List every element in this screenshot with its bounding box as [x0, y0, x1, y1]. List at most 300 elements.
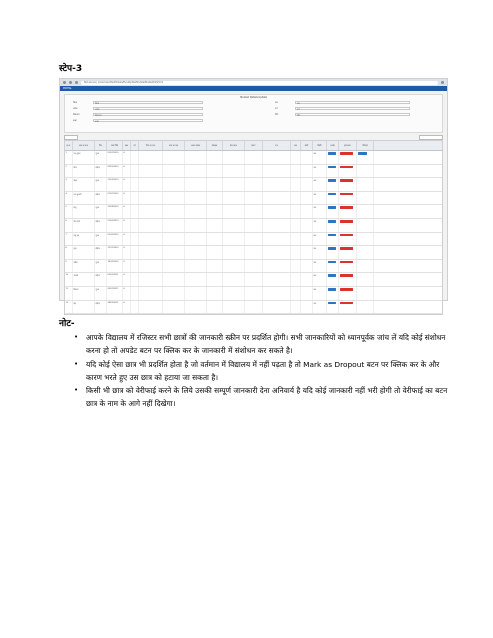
table-cell	[139, 151, 163, 164]
mark-as-dropout-button[interactable]	[340, 302, 353, 305]
cell-name: अंजली	[73, 273, 95, 286]
address-bar[interactable]: Not secure | xxxxxxxxx/DeoModule/Faculty/DeoModule/StudentInfoForm	[81, 81, 438, 85]
table-cell	[291, 287, 301, 300]
cell-name: मोहन	[73, 178, 95, 191]
table-cell	[131, 151, 139, 164]
table-cell	[291, 151, 301, 164]
cell-update	[327, 151, 339, 164]
table-row	[65, 260, 442, 274]
table-cell	[185, 151, 207, 164]
table-row	[65, 246, 442, 260]
form-row	[275, 101, 435, 105]
cell-status: नया	[313, 151, 327, 164]
table-row	[65, 165, 442, 179]
cell-class: 6	[123, 205, 131, 218]
cell-verify	[357, 246, 374, 259]
column-header[interactable]: जाति	[301, 141, 313, 150]
cell-name: गीता देवी	[73, 219, 95, 232]
bullet-icon: •	[74, 333, 79, 341]
table-cell	[223, 151, 245, 164]
cell-gender: पुरुष	[95, 205, 107, 218]
table-cell	[163, 178, 185, 191]
table-cell	[131, 301, 139, 314]
table-search-input[interactable]	[419, 135, 443, 140]
cell-name: राम कुमार	[73, 151, 95, 164]
column-header[interactable]: आय	[291, 141, 301, 150]
table-cell	[263, 246, 291, 259]
cell-name: अमित	[73, 260, 95, 273]
update-button[interactable]	[328, 302, 336, 305]
cell-verify	[357, 151, 374, 164]
table-cell	[301, 192, 313, 205]
cell-class: 6	[123, 273, 131, 286]
table-cell	[163, 301, 185, 314]
table-cell	[131, 246, 139, 259]
table-cell	[223, 192, 245, 205]
table-row	[65, 219, 442, 233]
table-cell	[223, 233, 245, 246]
cell-sn: 9	[65, 260, 73, 273]
update-button[interactable]	[328, 274, 336, 277]
table-cell	[291, 192, 301, 205]
cell-dropout	[339, 246, 357, 259]
table-cell	[185, 246, 207, 259]
cell-dropout	[339, 260, 357, 273]
table-cell	[245, 219, 263, 232]
table-cell	[131, 287, 139, 300]
table-cell	[245, 301, 263, 314]
table-row	[65, 192, 442, 206]
cell-class: 6	[123, 151, 131, 164]
note-text: किसी भी छात्र को वेरीफाई करने के लिये उसकी सम्पूर्ण जानकारी देना अनिवार्य है यदि कोई जानकारी नहीं भरी होगी तो वेरीफाई का बटन छात्र के नाम के आगे नहीं दिखेगा।	[86, 386, 448, 409]
update-button[interactable]	[328, 247, 336, 250]
menu-icon[interactable]	[441, 81, 444, 84]
column-header[interactable]: लिंग	[95, 141, 107, 150]
table-cell	[139, 273, 163, 286]
table-cell	[223, 246, 245, 259]
cell-sn: 12	[65, 301, 73, 314]
table-cell	[207, 260, 223, 273]
cell-update	[327, 273, 339, 286]
page-size-select[interactable]	[64, 135, 78, 140]
table-cell	[207, 178, 223, 191]
cell-verify	[357, 178, 374, 191]
cell-update	[327, 246, 339, 259]
table-cell	[185, 301, 207, 314]
cell-dropout	[339, 219, 357, 232]
mark-as-dropout-button[interactable]	[340, 152, 353, 155]
table-cell	[263, 301, 291, 314]
table-cell	[291, 205, 301, 218]
table-cell	[139, 287, 163, 300]
mark-as-dropout-button[interactable]	[340, 247, 353, 250]
cell-gender: महिला	[95, 301, 107, 314]
field-label: कक्षा	[73, 119, 77, 122]
table-cell	[263, 287, 291, 300]
table-cell	[301, 246, 313, 259]
table-controls	[64, 135, 443, 139]
table-cell	[185, 219, 207, 232]
reload-icon[interactable]	[75, 81, 78, 84]
school-select[interactable]: विद्यालय	[93, 113, 203, 116]
cell-verify	[357, 165, 374, 178]
step-heading: स्टेप-3	[59, 64, 83, 74]
mark-as-dropout-button[interactable]	[340, 274, 353, 277]
cell-sn: 11	[65, 287, 73, 300]
table-cell	[223, 260, 245, 273]
column-header[interactable]: जन्म तिथि	[107, 141, 123, 150]
cell-dob: 18/12/2010	[107, 260, 123, 273]
table-cell	[245, 178, 263, 191]
table-cell	[207, 192, 223, 205]
student-filter-form	[64, 94, 443, 133]
table-cell	[291, 233, 301, 246]
table-cell	[163, 287, 185, 300]
table-cell	[207, 151, 223, 164]
field-label: ब्लॉक	[73, 107, 78, 110]
cell-gender: महिला	[95, 165, 107, 178]
table-cell	[223, 205, 245, 218]
cell-verify	[357, 192, 374, 205]
table-cell	[207, 301, 223, 314]
cell-sn: 7	[65, 233, 73, 246]
note-list	[74, 331, 454, 411]
column-header[interactable]: वर्ग	[131, 141, 139, 150]
column-header[interactable]: बैंक खाता	[223, 141, 245, 150]
cell-status: नया	[313, 246, 327, 259]
cell-update	[327, 205, 339, 218]
table-cell	[139, 301, 163, 314]
table-row	[65, 178, 442, 192]
browser-toolbar	[60, 79, 447, 86]
cell-update	[327, 301, 339, 314]
column-header[interactable]: क्र.सं.	[65, 141, 73, 150]
table-cell	[163, 273, 185, 286]
cell-dob: 01/01/2010	[107, 151, 123, 164]
table-cell	[131, 273, 139, 286]
table-cell	[163, 205, 185, 218]
table-cell	[263, 205, 291, 218]
mark-as-dropout-button[interactable]	[340, 193, 353, 196]
column-header[interactable]: वेरीफाई	[357, 141, 374, 150]
cell-dropout	[339, 178, 357, 191]
cell-status: नया	[313, 178, 327, 191]
update-button[interactable]	[328, 152, 336, 155]
cell-sn: 6	[65, 219, 73, 232]
field-label: विद्यालय	[73, 113, 80, 116]
table-cell	[163, 151, 185, 164]
table-cell	[131, 233, 139, 246]
table-cell	[301, 219, 313, 232]
update-button[interactable]	[328, 166, 336, 169]
column-header[interactable]: पता	[263, 141, 291, 150]
table-cell	[223, 273, 245, 286]
table-cell	[207, 205, 223, 218]
cell-dropout	[339, 301, 357, 314]
cell-class: 6	[123, 219, 131, 232]
table-cell	[131, 205, 139, 218]
district-select[interactable]: जिला	[93, 101, 203, 104]
cell-name: पूजा	[73, 246, 95, 259]
cell-sn: 4	[65, 192, 73, 205]
table-cell	[301, 273, 313, 286]
cell-update	[327, 178, 339, 191]
table-cell	[301, 287, 313, 300]
cell-dob: 11/03/2010	[107, 178, 123, 191]
update-button[interactable]	[328, 234, 336, 237]
cell-update	[327, 219, 339, 232]
table-cell	[139, 233, 163, 246]
cell-sn: 5	[65, 205, 73, 218]
note-item	[74, 384, 454, 411]
cell-update	[327, 260, 339, 273]
table-cell	[245, 205, 263, 218]
cell-sn: 3	[65, 178, 73, 191]
cell-dob: 05/10/2010	[107, 233, 123, 246]
cell-dob: 02/05/2010	[107, 165, 123, 178]
table-cell	[263, 260, 291, 273]
form-row	[73, 101, 223, 105]
table-cell	[131, 165, 139, 178]
table-cell	[291, 301, 301, 314]
table-cell	[263, 178, 291, 191]
update-button[interactable]	[328, 288, 336, 291]
cell-status: नया	[313, 233, 327, 246]
column-header[interactable]: IFSC	[245, 141, 263, 150]
table-row	[65, 273, 442, 287]
table-cell	[139, 165, 163, 178]
note-text: आपके विद्यालय में रजिस्टर सभी छात्रों की जानकारी स्क्रीन पर प्रदर्शित होगी। सभी जानकारियों को ध्यानपूर्वक जांच लें यदि कोई संशोधन करना हो तो अपडेट बटन पर क्लिक कर के जानकारी में संशोधन कर सकते है।	[86, 333, 446, 356]
table-cell	[185, 192, 207, 205]
table-cell	[131, 260, 139, 273]
forward-icon[interactable]	[69, 81, 72, 84]
table-cell	[245, 192, 263, 205]
cell-class: 6	[123, 165, 131, 178]
gender-select[interactable]: लिंग	[295, 113, 410, 116]
table-cell	[139, 178, 163, 191]
cell-gender: महिला	[95, 192, 107, 205]
note-item	[74, 358, 454, 385]
cell-status: नया	[313, 287, 327, 300]
cell-verify	[357, 233, 374, 246]
field-label: लिंग	[275, 113, 279, 116]
table-cell	[223, 301, 245, 314]
cell-status: नया	[313, 260, 327, 273]
table-cell	[207, 273, 223, 286]
table-cell	[245, 151, 263, 164]
cell-dob: 03/01/2011	[107, 273, 123, 286]
table-cell	[139, 260, 163, 273]
session-select[interactable]: सत्र	[295, 101, 410, 104]
table-cell	[245, 246, 263, 259]
cell-class: 6	[123, 192, 131, 205]
cell-name: विकास	[73, 287, 95, 300]
table-cell	[263, 192, 291, 205]
cell-gender: पुरुष	[95, 178, 107, 191]
back-icon[interactable]	[63, 81, 66, 84]
table-cell	[301, 165, 313, 178]
mark-as-dropout-button[interactable]	[340, 220, 353, 223]
table-cell	[163, 219, 185, 232]
table-cell	[185, 287, 207, 300]
table-cell	[163, 260, 185, 273]
update-button[interactable]	[328, 220, 336, 223]
cell-gender: पुरुष	[95, 260, 107, 273]
table-cell	[301, 151, 313, 164]
update-button[interactable]	[328, 261, 336, 264]
table-cell	[263, 219, 291, 232]
cell-name: नेहा	[73, 301, 95, 314]
field-label: जिला	[73, 101, 78, 104]
table-cell	[223, 165, 245, 178]
cell-status: नया	[313, 273, 327, 286]
table-cell	[207, 287, 223, 300]
bullet-icon: •	[74, 359, 79, 368]
table-cell	[131, 178, 139, 191]
bullet-icon: •	[74, 386, 79, 395]
cell-gender: महिला	[95, 219, 107, 232]
table-cell	[291, 165, 301, 178]
form-title: Student Details Update	[240, 96, 267, 99]
cell-verify	[357, 219, 374, 232]
mark-as-dropout-button[interactable]	[340, 234, 353, 237]
class-select[interactable]: कक्षा	[93, 119, 203, 122]
cell-dob: 12/11/2010	[107, 246, 123, 259]
cell-status: नया	[313, 219, 327, 232]
block-select[interactable]: ब्लॉक	[93, 107, 203, 110]
table-row	[65, 151, 442, 165]
table-cell	[163, 233, 185, 246]
table-cell	[207, 219, 223, 232]
column-header[interactable]: आधार संख्या	[185, 141, 207, 150]
table-cell	[139, 192, 163, 205]
student-table	[64, 140, 443, 315]
table-cell	[185, 205, 207, 218]
table-cell	[291, 246, 301, 259]
table-cell	[139, 219, 163, 232]
table-cell	[245, 260, 263, 273]
update-button[interactable]	[328, 179, 336, 182]
table-cell	[263, 151, 291, 164]
table-cell	[245, 165, 263, 178]
column-header[interactable]: अपडेट	[327, 141, 339, 150]
cell-dob: 09/02/2011	[107, 287, 123, 300]
cell-dropout	[339, 205, 357, 218]
column-header[interactable]: छात्र का नाम	[73, 141, 95, 150]
table-cell	[131, 192, 139, 205]
cell-class: 6	[123, 260, 131, 273]
cell-sn: 2	[65, 165, 73, 178]
table-cell	[223, 178, 245, 191]
cell-dob: 07/07/2010	[107, 192, 123, 205]
table-row	[65, 287, 442, 301]
cell-update	[327, 192, 339, 205]
table-cell	[245, 273, 263, 286]
form-row	[275, 113, 435, 117]
verify-button[interactable]	[358, 152, 367, 155]
column-header[interactable]: मोबाइल	[207, 141, 223, 150]
column-header[interactable]: माता का नाम	[163, 141, 185, 150]
cell-dropout	[339, 233, 357, 246]
field-label: सत्र	[275, 101, 278, 104]
cell-status: नया	[313, 165, 327, 178]
table-cell	[301, 178, 313, 191]
column-header[interactable]: पिता का नाम	[139, 141, 163, 150]
cell-verify	[357, 260, 374, 273]
cell-verify	[357, 273, 374, 286]
cell-sn: 8	[65, 246, 73, 259]
table-cell	[207, 165, 223, 178]
column-header[interactable]: ड्रॉपआउट	[339, 141, 357, 150]
column-header[interactable]: कक्षा	[123, 141, 131, 150]
category-select[interactable]: वर्ग	[295, 107, 410, 110]
table-cell	[301, 260, 313, 273]
cell-class: 6	[123, 287, 131, 300]
field-label: वर्ग	[275, 107, 278, 110]
cell-dropout	[339, 165, 357, 178]
table-cell	[207, 246, 223, 259]
column-header[interactable]: स्थिति	[313, 141, 327, 150]
mark-as-dropout-button[interactable]	[340, 166, 353, 169]
table-cell	[185, 165, 207, 178]
update-button[interactable]	[328, 193, 336, 196]
cell-name: राजू राम	[73, 233, 95, 246]
table-cell	[185, 260, 207, 273]
table-row	[65, 301, 442, 315]
cell-dob: 21/09/2010	[107, 219, 123, 232]
mark-as-dropout-button[interactable]	[340, 288, 353, 291]
table-cell	[185, 233, 207, 246]
cell-dob: 15/08/2010	[107, 205, 123, 218]
cell-dob: 14/03/2011	[107, 301, 123, 314]
update-button[interactable]	[328, 206, 336, 209]
table-cell	[291, 178, 301, 191]
table-body	[65, 151, 442, 314]
cell-sn: 1	[65, 151, 73, 164]
cell-gender: पुरुष	[95, 233, 107, 246]
table-cell	[263, 165, 291, 178]
mark-as-dropout-button[interactable]	[340, 261, 353, 264]
cell-update	[327, 233, 339, 246]
table-cell	[185, 273, 207, 286]
mark-as-dropout-button[interactable]	[340, 206, 353, 209]
cell-name: सीता	[73, 165, 95, 178]
table-cell	[301, 301, 313, 314]
cell-class: 6	[123, 178, 131, 191]
form-row	[275, 107, 435, 111]
table-cell	[131, 219, 139, 232]
table-cell	[223, 219, 245, 232]
table-cell	[207, 233, 223, 246]
cell-gender: महिला	[95, 246, 107, 259]
form-row	[73, 107, 223, 111]
cell-gender: पुरुष	[95, 151, 107, 164]
cell-update	[327, 165, 339, 178]
table-cell	[291, 219, 301, 232]
cell-name: राधा कुमारी	[73, 192, 95, 205]
table-cell	[263, 233, 291, 246]
cell-sn: 10	[65, 273, 73, 286]
cell-dropout	[339, 151, 357, 164]
cell-gender: महिला	[95, 273, 107, 286]
cell-gender: पुरुष	[95, 287, 107, 300]
cell-status: नया	[313, 192, 327, 205]
table-cell	[163, 165, 185, 178]
mark-as-dropout-button[interactable]	[340, 179, 353, 182]
note-item	[74, 331, 454, 358]
table-cell	[301, 233, 313, 246]
table-cell	[185, 178, 207, 191]
